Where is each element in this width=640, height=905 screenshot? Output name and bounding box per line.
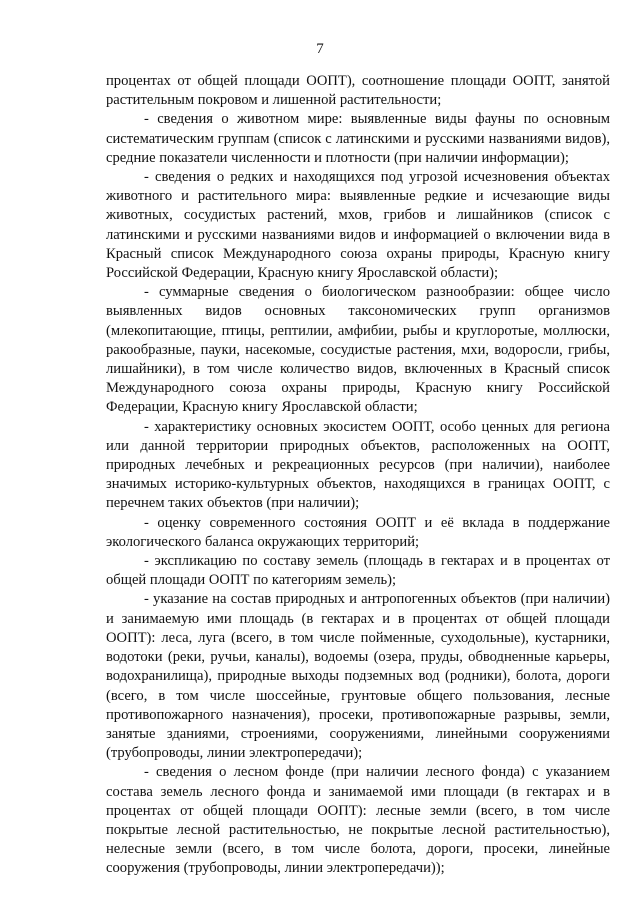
paragraph: - сведения о животном мире: выявленные виды фауны по основным систематическим группам (список с латинскими и русскими названиями видов), средние показатели численности и плотности (при наличии информации); bbox=[106, 111, 610, 166]
paragraph: процентах от общей площади ООПТ), соотношение площади ООПТ, занятой растительным покровом и лишенной растительности; bbox=[106, 73, 610, 109]
page-number: 7 bbox=[316, 41, 324, 57]
paragraph: - указание на состав природных и антропогенных объектов (при наличии) и занимаемую ими площадь (в гектарах и в процентах от общей площади ООПТ): леса, луга (всего, в том числе пойменные, суходольные), кустарники, водотоки (реки, ручьи, каналы), водоемы (озера, пруды, обводненные карьеры, водохранилища), природные выходы подземных вод (родники), болота, дороги (всего, в том числе шоссейные, грунтовые общего пользования, лесные противопожарного назначения), просеки, противопожарные разрывы, земли, занятые зданиями, строениями, сооружениями, линейными сооружениями (трубопроводы, линии электропередачи); bbox=[106, 591, 610, 762]
paragraph: - оценку современного состояния ООПТ и её вклада в поддержание экологического баланса окружающих территорий; bbox=[106, 514, 610, 550]
paragraph: - суммарные сведения о биологическом разнообразии: общее число выявленных видов основных таксономических групп организмов (млекопитающие, птицы, рептилии, амфибии, рыбы и круглоротые, моллюски, ракообразные, пауки, насекомые, сосудистые растения, мхи, водоросли, грибы, лишайники), в том числе количество видов, включенных в Красный список Международного союза охраны природы, Красную книгу Российской Федерации, Красную книгу Ярославской области; bbox=[106, 284, 610, 416]
paragraph: - сведения о редких и находящихся под угрозой исчезновения объектах животного и растительного мира: выявленные редкие и исчезающие виды животных, сосудистых растений, мхов, грибов и лишайников (список с латинскими и русскими названиями видов и информацией о включении вида в Красный список Международного союза охраны природы, Красную книгу Российской Федерации, Красную книгу Ярославской области); bbox=[106, 169, 610, 282]
paragraph: - характеристику основных экосистем ООПТ, особо ценных для региона или данной территории природных объектов, расположенных на ООПТ, природных лечебных и рекреационных ресурсов (при наличии), наиболее значимых историко-культурных объектов, находящихся в границах ООПТ, с перечнем таких объектов (при наличии); bbox=[106, 418, 610, 512]
paragraph: - экспликацию по составу земель (площадь в гектарах и в процентах от общей площади ООПТ по категориям земель); bbox=[106, 553, 610, 589]
paragraph: - сведения о лесном фонде (при наличии лесного фонда) с указанием состава земель лесного фонда и занимаемой ими площади (в гектарах и в процентах от общей площади ООПТ): лесные земли (всего, в том числе покрытые лесной растительностью, не покрытые лесной растительностью), нелесные земли (всего, в том числе болота, дороги, просеки, линейные сооружения (трубопроводы, линии электропередачи)); bbox=[106, 764, 610, 877]
body-text bbox=[106, 72, 610, 879]
